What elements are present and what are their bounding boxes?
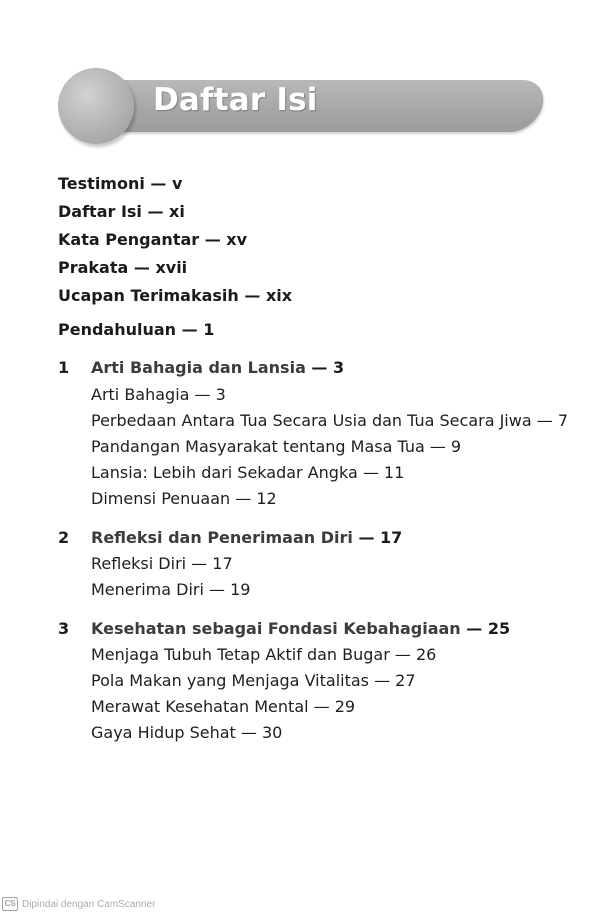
- toc-section[interactable]: Dimensi Penuaan — 12: [91, 489, 277, 508]
- watermark-text: Dipindai dengan CamScanner: [22, 898, 156, 910]
- toc-section[interactable]: Pola Makan yang Menjaga Vitalitas — 27: [91, 671, 416, 690]
- chapter-title-text: Kesehatan sebagai Fondasi Kebahagiaan: [91, 619, 461, 638]
- chapter-page: — 17: [352, 528, 403, 547]
- toc-entry-daftar-isi[interactable]: Daftar Isi — xi: [58, 202, 185, 221]
- toc-section[interactable]: Perbedaan Antara Tua Secara Usia dan Tua Secara Jiwa — 7: [91, 411, 568, 430]
- chapter-title-3[interactable]: [91, 619, 510, 638]
- toc-section[interactable]: Pandangan Masyarakat tentang Masa Tua — 9: [91, 437, 462, 456]
- toc-section[interactable]: Menerima Diri — 19: [91, 580, 251, 599]
- chapter-number: 1: [58, 358, 70, 377]
- toc-section[interactable]: Merawat Kesehatan Mental — 29: [91, 697, 356, 716]
- toc-entry-prakata[interactable]: Prakata — xvii: [58, 258, 188, 277]
- page-title: Daftar Isi: [153, 82, 318, 118]
- chapter-number: 3: [58, 619, 70, 638]
- chapter-title-2[interactable]: [91, 528, 402, 547]
- toc-section[interactable]: Refleksi Diri — 17: [91, 554, 233, 573]
- toc-section[interactable]: Arti Bahagia — 3: [91, 385, 226, 404]
- toc-entry-pendahuluan[interactable]: Pendahuluan — 1: [58, 320, 215, 339]
- chapter-page: — 25: [460, 619, 511, 638]
- chapter-title-text: Arti Bahagia dan Lansia: [91, 358, 306, 377]
- toc-section[interactable]: Lansia: Lebih dari Sekadar Angka — 11: [91, 463, 405, 482]
- toc-section[interactable]: Gaya Hidup Sehat — 30: [91, 723, 283, 742]
- chapter-page: — 3: [305, 358, 345, 377]
- chapter-title-text: Refleksi dan Penerimaan Diri: [91, 528, 353, 547]
- camscanner-logo-icon: CS: [2, 897, 18, 911]
- toc-section[interactable]: Menjaga Tubuh Tetap Aktif dan Bugar — 26: [91, 645, 437, 664]
- chapter-number: 2: [58, 528, 70, 547]
- toc-entry-testimoni[interactable]: Testimoni — v: [58, 174, 183, 193]
- camscanner-watermark: [2, 896, 155, 912]
- toc-entry-kata-pengantar[interactable]: Kata Pengantar — xv: [58, 230, 248, 249]
- chapter-title-1[interactable]: [91, 358, 344, 377]
- toc-entry-ucapan-terimakasih[interactable]: Ucapan Terimakasih — xix: [58, 286, 293, 305]
